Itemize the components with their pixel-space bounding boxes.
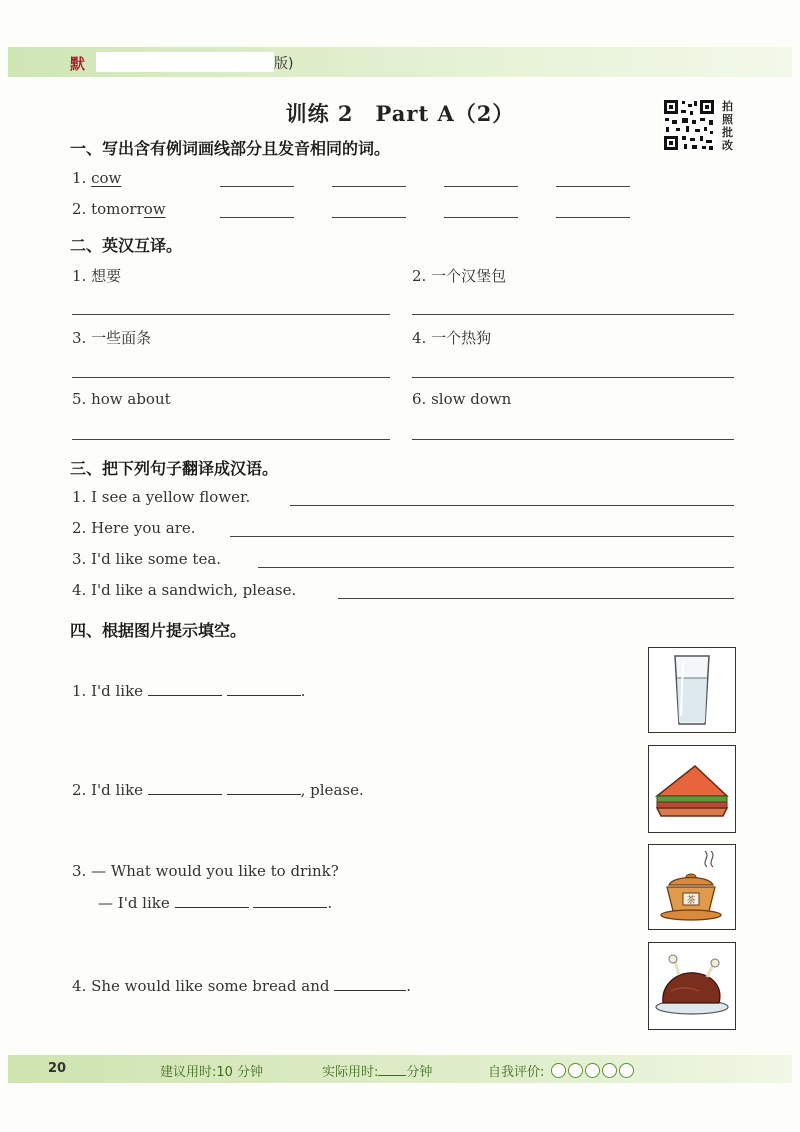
actual-time-blank[interactable] [378, 1063, 406, 1076]
s3-item-3: 3. I'd like some tea. [72, 550, 222, 568]
s4-q4-blank[interactable] [334, 976, 406, 991]
qr-label: 拍照批改 [722, 100, 733, 152]
s1-1-blank-a[interactable] [220, 186, 294, 187]
s1-item-1-num: 1. [72, 169, 87, 187]
s1-item-2-num: 2. [72, 200, 87, 218]
s2-item-3: 3. 一些面条 [72, 329, 152, 347]
s1-2-blank-c[interactable] [444, 217, 518, 218]
s1-2-blank-b[interactable] [332, 217, 406, 218]
header-left-text: 默 [70, 55, 86, 73]
rating-star-3[interactable] [585, 1063, 600, 1078]
s2-item-6: 6. slow down [412, 390, 512, 408]
header-right-text: 版) [274, 56, 294, 72]
s4-q1-blank-b[interactable] [227, 681, 301, 696]
section1-heading: 一、写出含有例词画线部分且发音相同的词。 [70, 139, 391, 158]
tea-label: 茶 [686, 896, 696, 906]
s1-1-blank-b[interactable] [332, 186, 406, 187]
s1-2-blank-a[interactable] [220, 217, 294, 218]
page-title: 训练 2 Part A（2） [285, 101, 515, 126]
roast-chicken-image [648, 942, 736, 1030]
s4-q3-line1: 3. — What would you like to drink? [72, 862, 339, 880]
s2-item-4: 4. 一个热狗 [412, 329, 492, 347]
s3-item-4: 4. I'd like a sandwich, please. [72, 581, 297, 599]
s4-q2-blank-b[interactable] [227, 780, 301, 795]
s3-item-2: 2. Here you are. [72, 519, 196, 537]
s2-3-answer-line[interactable] [72, 377, 390, 378]
tea-cup-image [648, 844, 736, 930]
s1-item-1-underlined: cow [91, 169, 122, 187]
header-mask [96, 52, 274, 72]
s3-3-answer-line[interactable] [258, 567, 734, 568]
qr-code-icon[interactable] [662, 98, 716, 152]
s4-q3-line2: — I'd like . [98, 894, 333, 912]
s1-1-blank-d[interactable] [556, 186, 630, 187]
s4-q2: 2. I'd like , please. [72, 781, 364, 799]
s1-2-blank-d[interactable] [556, 217, 630, 218]
s2-5-answer-line[interactable] [72, 439, 390, 440]
page-number: 20 [48, 1061, 67, 1076]
s3-4-answer-line[interactable] [338, 598, 734, 599]
rating-star-4[interactable] [602, 1063, 617, 1078]
s1-item-2 [72, 200, 166, 218]
s4-q1-blank-a[interactable] [148, 681, 222, 696]
s2-item-1: 1. 想要 [72, 267, 122, 285]
suggested-time: 建议用时:10 分钟 [160, 1065, 264, 1080]
rating-star-2[interactable] [568, 1063, 583, 1078]
actual-time: 实际用时: 分钟 [322, 1065, 433, 1080]
rating-star-1[interactable] [551, 1063, 566, 1078]
s2-item-5: 5. how about [72, 390, 171, 408]
s4-q4: 4. She would like some bread and . [72, 977, 412, 995]
s3-item-1: 1. I see a yellow flower. [72, 488, 251, 506]
s4-q2-blank-a[interactable] [148, 780, 222, 795]
s1-item-2-underlined: ow [143, 200, 166, 218]
glass-of-water-image [648, 647, 736, 733]
s4-q3-blank-a[interactable] [175, 893, 249, 908]
s2-6-answer-line[interactable] [412, 439, 734, 440]
self-evaluation: 自我评价: [488, 1061, 634, 1080]
section3-heading: 三、把下列句子翻译成汉语。 [70, 459, 279, 478]
section2-heading: 二、英汉互译。 [70, 236, 183, 255]
s3-1-answer-line[interactable] [290, 505, 734, 506]
rating-star-5[interactable] [619, 1063, 634, 1078]
s2-4-answer-line[interactable] [412, 377, 734, 378]
s4-q3-blank-b[interactable] [253, 893, 327, 908]
s2-2-answer-line[interactable] [412, 314, 734, 315]
s2-1-answer-line[interactable] [72, 314, 390, 315]
section4-heading: 四、根据图片提示填空。 [70, 621, 247, 640]
s4-q1: 1. I'd like . [72, 682, 306, 700]
s3-2-answer-line[interactable] [230, 536, 734, 537]
sandwich-image [648, 745, 736, 833]
s2-item-2: 2. 一个汉堡包 [412, 267, 507, 285]
s1-1-blank-c[interactable] [444, 186, 518, 187]
s1-item-1 [72, 169, 121, 187]
s1-item-2-pre: tomorr [91, 200, 144, 218]
